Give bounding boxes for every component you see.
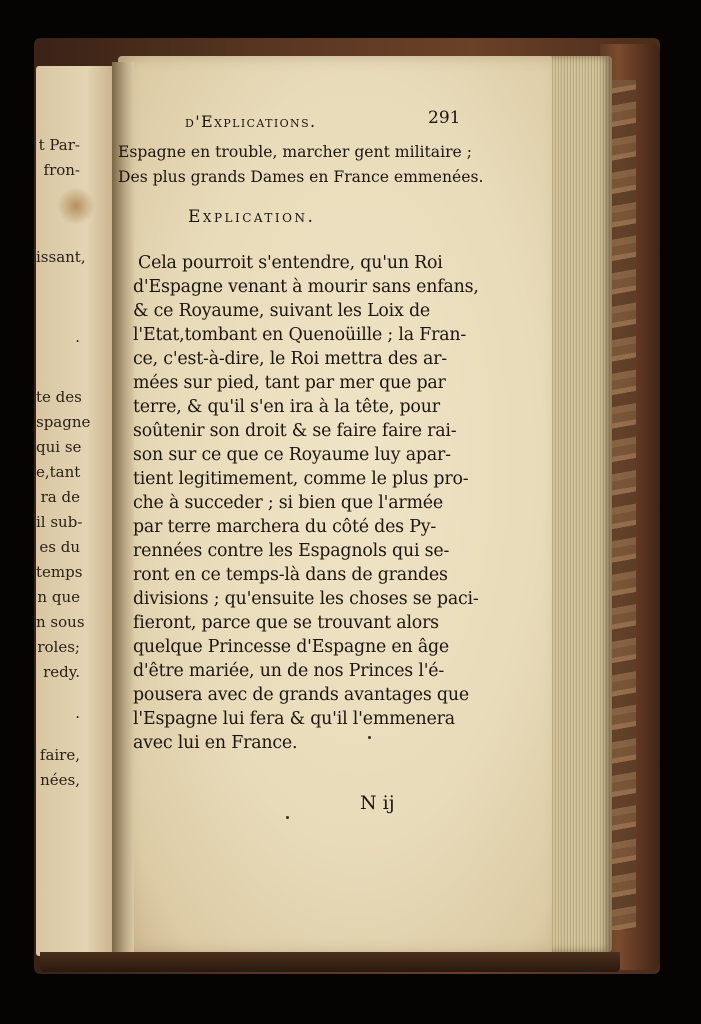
body-line: quelque Princesse d'Espagne en âge [133, 637, 450, 657]
left-fragment: roles; [37, 638, 80, 656]
left-fragment: spagne [36, 413, 91, 431]
body-line: avec lui en France. [133, 733, 298, 753]
left-fragment: n que [37, 588, 80, 606]
left-fragment: ra de [40, 488, 80, 506]
body-line: son sur ce que ce Royaume luy apar- [133, 445, 451, 465]
left-fragment: . [75, 704, 80, 722]
left-fragment: issant, [36, 248, 86, 266]
bottom-board-edge [40, 952, 620, 972]
page-number: 291 [428, 108, 461, 128]
body-line: d'être mariée, un de nos Princes l'é- [133, 661, 445, 681]
verse-line: Espagne en trouble, marcher gent militaire ; [118, 143, 472, 161]
body-line: che à succeder ; si bien que l'armée [133, 493, 443, 513]
body-line: & ce Royaume, suivant les Loix de [133, 301, 431, 321]
left-fragment: faire, [39, 746, 80, 764]
body-line: Cela pourroit s'entendre, qu'un Roi [138, 253, 443, 273]
body-line: terre, & qu'il s'en ira à la tête, pour [133, 397, 440, 417]
body-line: l'Etat,tombant en Quenoüille ; la Fran- [133, 325, 467, 345]
body-line: tient legitimement, comme le plus pro- [133, 469, 469, 489]
running-head: d'Explications. [185, 112, 317, 131]
body-line: mées sur pied, tant par mer que par [133, 373, 446, 393]
left-fragment: es du [39, 538, 80, 556]
body-line: ce, c'est-à-dire, le Roi mettra des ar- [133, 349, 447, 369]
left-fragment: fron- [43, 161, 80, 179]
verse-line: Des plus grands Dames en France emmenées. [118, 168, 484, 186]
left-fragment: il sub- [36, 513, 83, 531]
left-fragment: qui se [36, 438, 82, 456]
body-line: divisions ; qu'ensuite les choses se paci- [133, 589, 479, 609]
body-line: soûtenir son droit & se faire faire rai- [133, 421, 457, 441]
left-fragment: t Par- [38, 136, 80, 154]
body-line: fieront, parce que se trouvant alors [133, 613, 439, 633]
signature-mark: N ij [360, 792, 395, 814]
left-fragment: te des [36, 388, 82, 406]
left-fragment: . [75, 328, 80, 346]
left-fragment: nées, [40, 771, 80, 789]
left-fragment: n sous [36, 613, 85, 631]
ink-speck [368, 736, 371, 739]
body-line: pousera avec de grands avantages que [133, 685, 469, 705]
body-line: par terre marchera du côté des Py- [133, 517, 437, 537]
body-line: l'Espagne lui fera & qu'il l'emmenera [133, 709, 455, 729]
left-fragment: redy. [43, 663, 80, 681]
section-title: Explication. [188, 207, 316, 227]
gutter [112, 62, 134, 952]
foxing-stain [58, 186, 94, 226]
left-fragment: temps [36, 563, 83, 581]
marbled-edge [608, 80, 636, 930]
body-line: rennées contre les Espagnols qui se- [133, 541, 450, 561]
body-line: d'Espagne venant à mourir sans enfans, [133, 277, 479, 297]
ink-speck [286, 816, 289, 819]
body-line: ront en ce temps-là dans de grandes [133, 565, 448, 585]
left-fragment: e,tant [36, 463, 81, 481]
